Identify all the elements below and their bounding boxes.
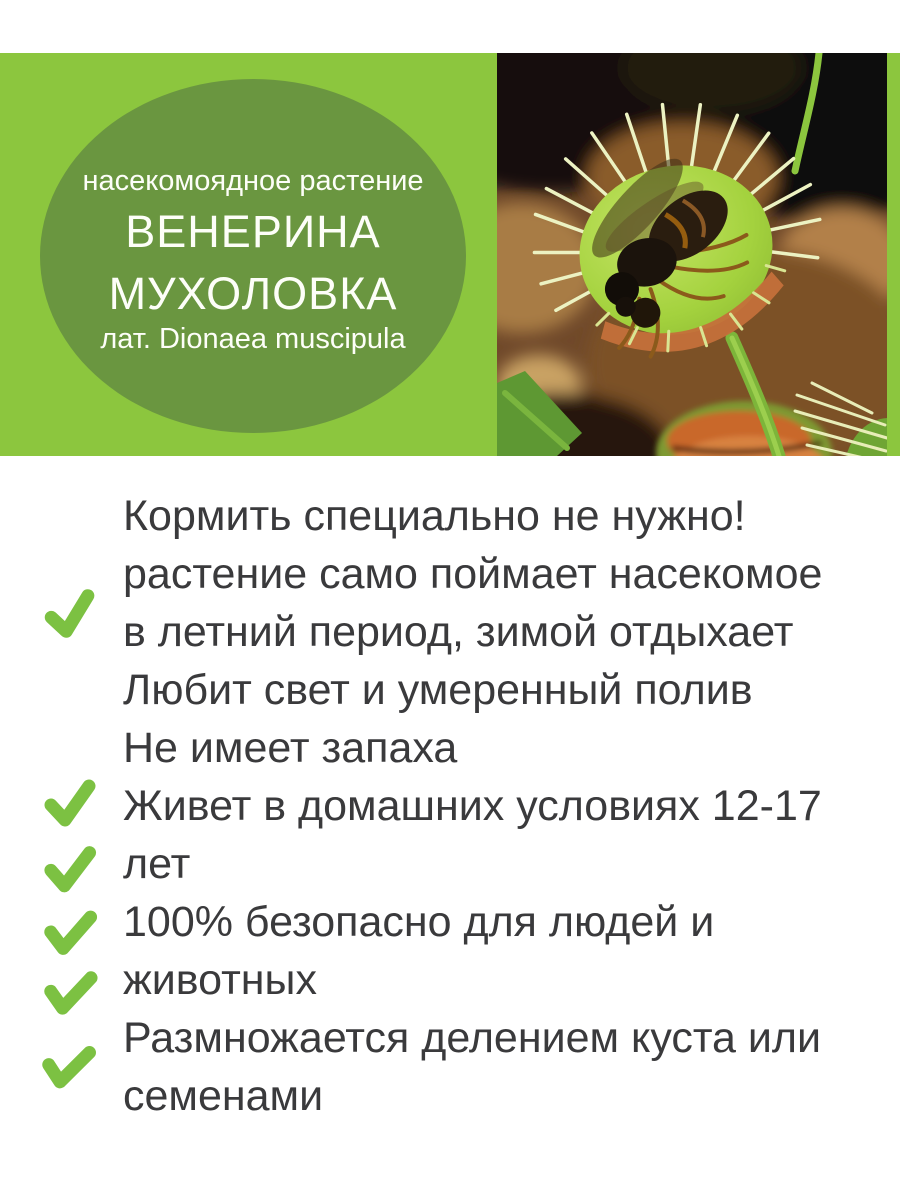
check-icon <box>42 777 98 827</box>
feature-lines <box>0 487 900 1125</box>
feature-line: животных <box>123 956 317 1004</box>
feature-line: семенами <box>123 1072 324 1120</box>
check-icon <box>41 842 99 894</box>
check-icon <box>39 962 101 1019</box>
hero-badge-text <box>40 53 466 456</box>
check-icon <box>36 1036 100 1095</box>
hero-section <box>0 53 900 456</box>
feature-line: в летний период, зимой отдыхает <box>123 608 794 656</box>
check-icon <box>40 903 101 959</box>
check-icon <box>40 586 99 640</box>
feature-line: Не имеет запаха <box>123 724 458 772</box>
hero-title-line2: МУХОЛОВКА <box>108 268 398 319</box>
feature-line: растение само поймает насекомое <box>123 550 823 598</box>
feature-line: Размножается делением куста или <box>123 1014 822 1062</box>
hero-latin-name: лат. Dionaea muscipula <box>100 323 406 355</box>
feature-line: Любит свет и умеренный полив <box>123 666 753 714</box>
hero-tagline: насекомоядное растение <box>82 165 424 197</box>
hero-title-line1: ВЕНЕРИНА <box>125 206 381 257</box>
feature-line: Кормить специально не нужно! <box>123 492 746 540</box>
features-section <box>0 456 900 1200</box>
feature-line: лет <box>123 840 191 888</box>
feature-line: 100% безопасно для людей и <box>123 898 715 946</box>
flytrap-photo-image <box>497 53 887 456</box>
feature-line: Живет в домашних условиях 12-17 <box>123 782 822 830</box>
